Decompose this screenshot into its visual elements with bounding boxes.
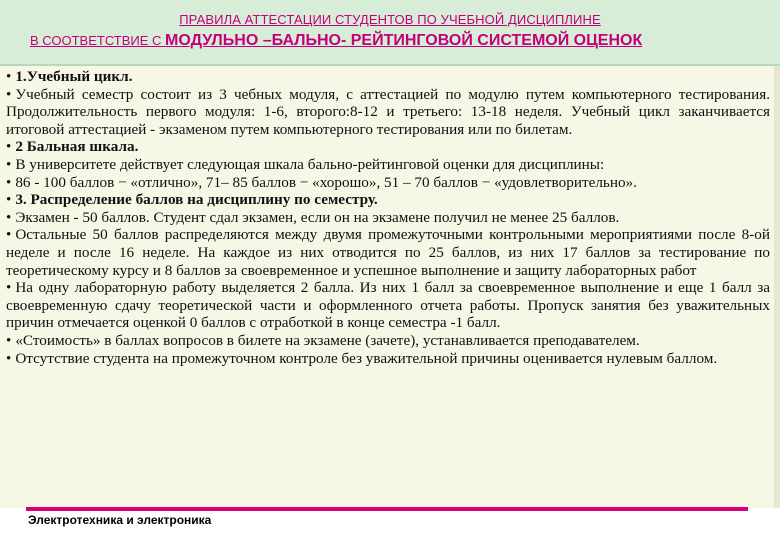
paragraph-text: Экзамен - 50 баллов. Студент сдал экзамен, если он на экзамене получил не менее 25 баллов. (15, 208, 620, 226)
paragraph-text: На одну лабораторную работу выделяется 2 балла. Из них 1 балл за своевременное выполнение и еще 1 балл за своевременную сдачу теоретической части и оформленного отчета работы. Пропуск занятия без уважительных причин отмечается оценкой 0 баллов с отработкой в конце семестра -1 балл. (6, 279, 770, 332)
paragraph-text: «Стоимость» в баллах вопросов в билете на экзамене (зачете), устанавливается преподавателем. (15, 331, 640, 349)
paragraph-text: 2 Бальная шкала. (15, 138, 139, 156)
bullet-icon: • (6, 191, 12, 209)
slide-title-line2 (30, 32, 770, 50)
bullet-icon: • (6, 85, 12, 103)
content-paragraph (6, 209, 770, 227)
content-paragraph (6, 279, 770, 332)
paragraph-text: 3. Распределение баллов на дисциплину по семестру. (15, 191, 378, 209)
paragraph-text: 1.Учебный цикл. (15, 68, 133, 85)
content-box (0, 66, 780, 508)
content-body (6, 68, 770, 367)
content-paragraph (6, 350, 770, 368)
content-paragraph (6, 226, 770, 279)
content-paragraph (6, 191, 770, 209)
bullet-icon: • (6, 279, 12, 297)
bullet-icon: • (6, 68, 12, 85)
slide-title-prefix: В СООТВЕТСТВИЕ С (30, 33, 162, 48)
paragraph-text: Остальные 50 баллов распределяются между двумя промежуточными контрольными мероприятиями после 8-ой неделе и после 16 неделе. На каждое из них отводится по 25 баллов, из них 17 баллов за тестирование по теоретическому курсу и 8 баллов за своевременное и успешное выполнение и защиту лабораторных работ (6, 226, 770, 279)
content-paragraph (6, 332, 770, 350)
content-paragraph (6, 86, 770, 139)
bullet-icon: • (6, 173, 12, 191)
bullet-icon: • (6, 331, 12, 349)
paragraph-text: Учебный семестр состоит из 3 чебных модуля, с аттестацией по модулю путем компьютерного тестирования. Продолжительность первого модуля: 1-6, второго:8-12 и третьего: 13-18 неделя. Учебный цикл заканчивается итоговой аттестацией - экзаменом путем компьютерного тестирования или по билетам. (6, 85, 770, 138)
content-paragraph (6, 174, 770, 192)
content-paragraph (6, 138, 770, 156)
bullet-icon: • (6, 155, 12, 173)
bullet-icon: • (6, 226, 12, 244)
slide-title-line1: ПРАВИЛА АТТЕСТАЦИИ СТУДЕНТОВ ПО УЧЕБНОЙ ДИСЦИПЛИНЕ (179, 12, 601, 27)
paragraph-text: 86 - 100 баллов − «отлично», 71– 85 баллов − «хорошо», 51 – 70 баллов − «удовлетворительно». (15, 173, 637, 191)
paragraph-text: Отсутствие студента на промежуточном контроле без уважительной причины оценивается нулевым баллом. (15, 349, 718, 367)
slide-title-main: МОДУЛЬНО –БАЛЬНО- РЕЙТИНГОВОЙ СИСТЕМОЙ ОЦЕНОК (165, 32, 643, 49)
bullet-icon: • (6, 208, 12, 226)
bullet-icon: • (6, 138, 12, 156)
paragraph-text: В университете действует следующая шкала бально-рейтинговой оценки для дисциплины: (15, 155, 605, 173)
footer-course-name: Электротехника и электроника (28, 513, 212, 527)
content-paragraph (6, 156, 770, 174)
title-box (0, 0, 780, 66)
bullet-icon: • (6, 349, 12, 367)
footer-divider (26, 507, 748, 511)
content-paragraph (6, 68, 770, 86)
